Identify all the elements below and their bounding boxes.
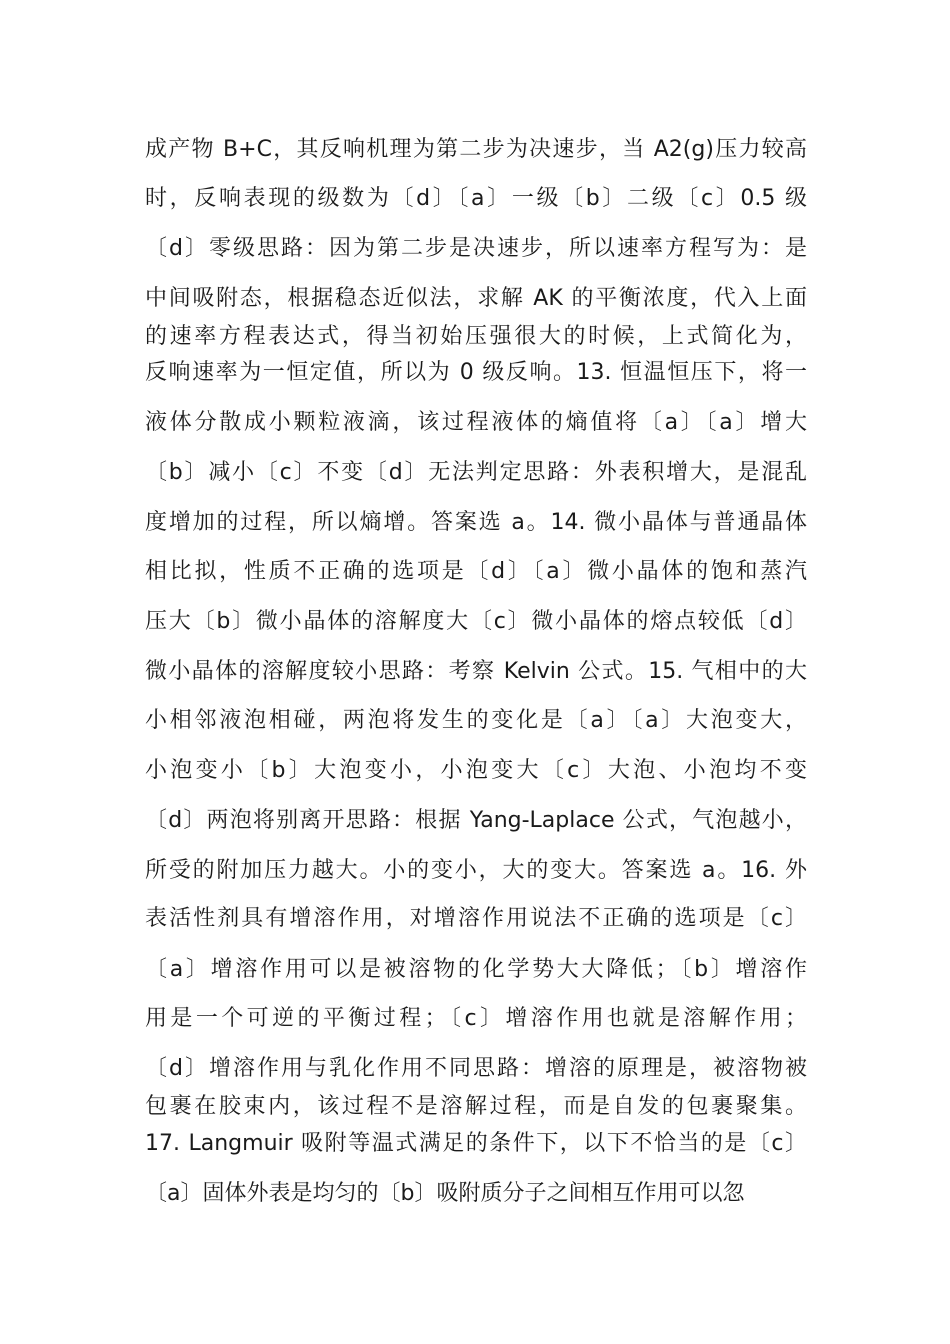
text-line-13: 小相邻液泡相碰，两泡将发生的变化是〔a〕〔a〕大泡变大，	[145, 708, 807, 733]
text-line-14: 小泡变小〔b〕大泡变小，小泡变大〔c〕大泡、小泡均不变	[145, 758, 807, 783]
text-line-1: 成产物 B+C，其反响机理为第二步为决速步，当 A2(g)压力较高	[145, 137, 807, 162]
text-line-2: 时，反响表现的级数为〔d〕〔a〕一级〔b〕二级〔c〕0.5 级	[145, 186, 807, 211]
text-line-16: 所受的附加压力越大。小的变小，大的变大。答案选 a。16. 外	[145, 858, 807, 883]
text-line-6: 反响速率为一恒定值，所以为 0 级反响。13. 恒温恒压下，将一	[145, 360, 807, 385]
text-line-11: 压大〔b〕微小晶体的溶解度大〔c〕微小晶体的熔点较低〔d〕	[145, 609, 807, 634]
text-line-19: 用是一个可逆的平衡过程；〔c〕增溶作用也就是溶解作用；	[145, 1006, 807, 1031]
text-line-10: 相比拟，性质不正确的选项是〔d〕〔a〕微小晶体的饱和蒸汽	[145, 559, 807, 584]
text-line-22: 17. Langmuir 吸附等温式满足的条件下，以下不恰当的是〔c〕	[145, 1131, 807, 1156]
text-line-17: 表活性剂具有增溶作用，对增溶作用说法不正确的选项是〔c〕	[145, 906, 807, 931]
text-line-20: 〔d〕增溶作用与乳化作用不同思路：增溶的原理是，被溶物被	[145, 1056, 807, 1081]
text-line-18: 〔a〕增溶作用可以是被溶物的化学势大大降低；〔b〕增溶作	[145, 957, 807, 982]
text-line-15: 〔d〕两泡将别离开思路：根据 Yang-Laplace 公式，气泡越小，	[145, 808, 807, 833]
text-line-12: 微小晶体的溶解度较小思路：考察 Kelvin 公式。15. 气相中的大	[145, 659, 807, 684]
text-line-3: 〔d〕零级思路：因为第二步是决速步，所以速率方程写为：是	[145, 236, 807, 261]
text-line-7: 液体分散成小颗粒液滴，该过程液体的熵值将〔a〕〔a〕增大	[145, 410, 807, 435]
text-line-4: 中间吸附态，根据稳态近似法，求解 AK 的平衡浓度，代入上面	[145, 286, 807, 311]
text-line-23: 〔a〕固体外表是均匀的〔b〕吸附质分子之间相互作用可以忽	[145, 1181, 745, 1206]
text-line-9: 度增加的过程，所以熵增。答案选 a。14. 微小晶体与普通晶体	[145, 510, 807, 535]
text-line-8: 〔b〕减小〔c〕不变〔d〕无法判定思路：外表积增大，是混乱	[145, 460, 807, 485]
text-line-21: 包裹在胶束内，该过程不是溶解过程，而是自发的包裹聚集。	[145, 1094, 807, 1119]
text-line-5: 的速率方程表达式，得当初始压强很大的时候，上式简化为，	[145, 324, 807, 349]
